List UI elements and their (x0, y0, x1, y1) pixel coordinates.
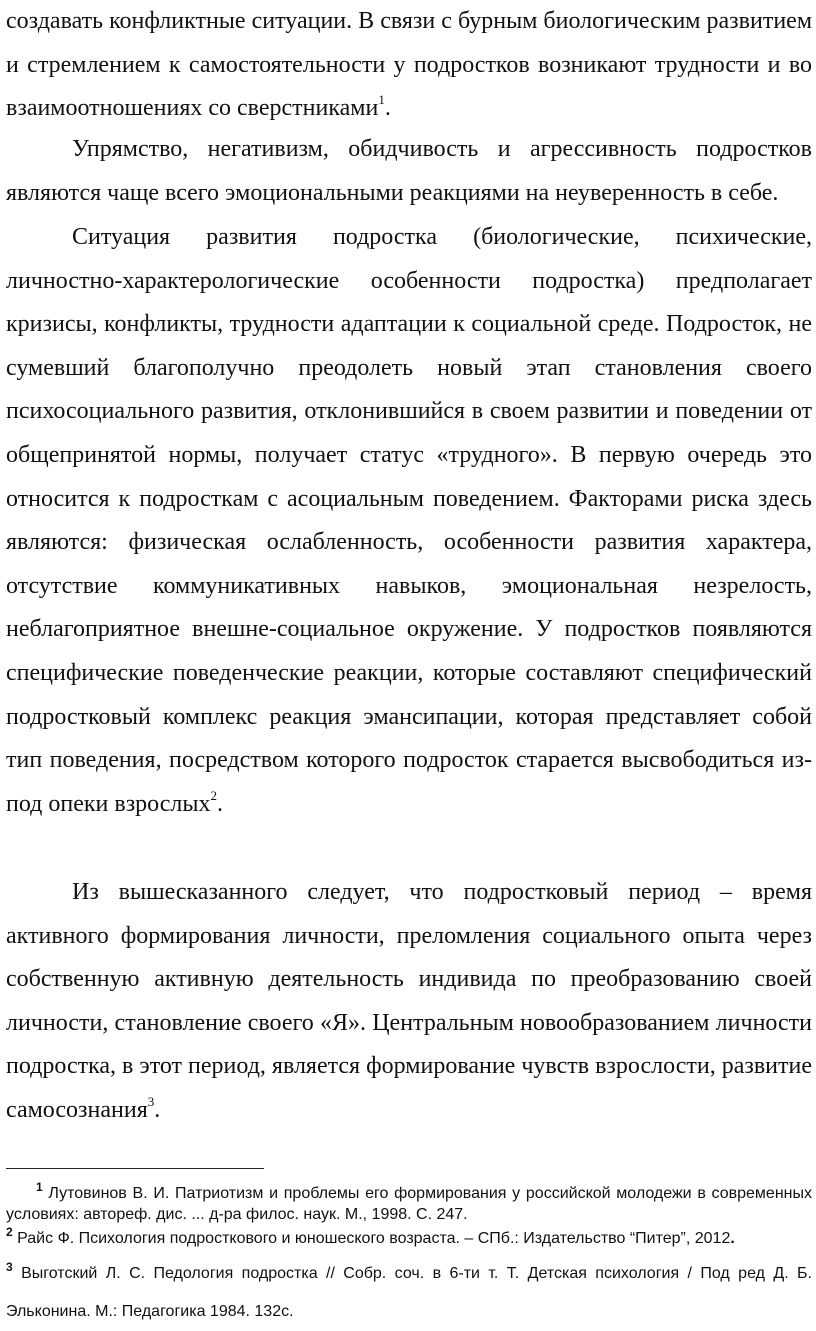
paragraph-1-text: создавать конфликтные ситуации. В связи с бурным биологическим развитием и стремлением к самостоятельности у подростков возникают трудности и во взаимоотношениях со сверстниками (6, 8, 812, 122)
paragraph-4 (6, 871, 812, 1133)
footnote-ref-1[interactable]: 1 (378, 92, 385, 108)
footnote-3-number: 3 (6, 1259, 13, 1274)
footnote-1-text: Лутовинов В. И. Патриотизм и проблемы его формирования у российской молодежи в современных условиях: автореф. дис. ... д-ра филос. наук. М., 1998. С. 247. (6, 1185, 812, 1223)
paragraph-2-text: Упрямство, негативизм, обидчивость и агрессивность подростков являются чаще всего эмоциональными реакциями на неуверенность в себе. (6, 136, 812, 206)
paragraph-3-end: . (217, 790, 224, 817)
footnote-1 (6, 1179, 812, 1225)
paragraph-1-end: . (384, 95, 391, 122)
paragraph-2 (6, 128, 812, 215)
footnote-2 (6, 1224, 812, 1249)
footnote-3-text: Выготский Л. С. Педология подростка // Собр. соч. в 6-ти т. Т. Детская психология / Под ред Д. Б. Эльконина. М.: Педагогика 1984. 132с. (6, 1265, 812, 1320)
paragraph-4-end: . (154, 1096, 161, 1123)
footnote-2-end: . (730, 1230, 735, 1247)
paragraph-1 (6, 0, 812, 131)
paragraph-4-text: Из вышесказанного следует, что подростковый период – время активного формирования личности, преломления социального опыта через собственную активную деятельность индивида по преобразованию своей личности, становление своего «Я». Центральным новообразованием личности подростка, в этот период, является формирование чувств взрослости, развитие самосознания (6, 879, 812, 1123)
footnote-3 (6, 1255, 812, 1331)
footnote-1-number: 1 (36, 1179, 43, 1194)
footnote-ref-2[interactable]: 2 (210, 787, 218, 803)
footnote-2-text: Райс Ф. Психология подросткового и юношеского возраста. – СПб.: Издательство “Питер”, 2012 (17, 1230, 731, 1247)
footnote-ref-3[interactable]: 3 (147, 1093, 155, 1109)
footnote-separator (6, 1168, 264, 1169)
paragraph-3-text: Ситуация развития подростка (биологические, психические, личностно-характерологические особенности подростка) предполагает кризисы, конфликты, трудности адаптации к социальной среде. Подросток, не сумевший благополучно преодолеть новый этап становления своего психосоциального развития, отклонившийся в своем развитии и поведении от общепринятой нормы, получает статус «трудного». В первую очередь это относится к подросткам с асоциальным поведением. Факторами риска здесь являются: физическая ослабленность, особенности развития характера, отсутствие коммуникативных навыков, эмоциональная незрелость, неблагоприятное внешне-социальное окружение. У подростков появляются специфические поведенческие реакции, которые составляют специфический подростковый комплекс реакция эмансипации, которая представляет собой тип поведения, посредством которого подросток старается высвободиться из-под опеки взрослых (6, 224, 812, 817)
footnote-2-number: 2 (6, 1224, 13, 1239)
paragraph-3 (6, 216, 812, 826)
